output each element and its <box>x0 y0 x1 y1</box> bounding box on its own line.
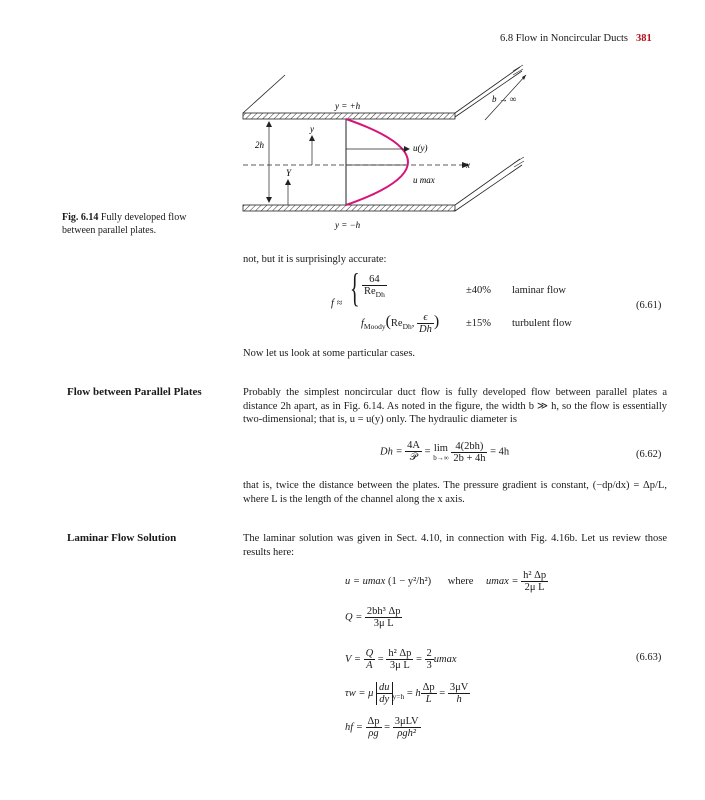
brace: { <box>350 265 360 310</box>
x-axis-label: x <box>466 160 470 170</box>
width-label: b → ∞ <box>492 94 517 104</box>
eq-6-61-lhs: f ≈ <box>331 298 343 309</box>
bottom-plate <box>243 205 455 211</box>
eq-head-loss: hf = $\frac{\Delta p}{\rho g}$ = $\frac{\text{3μLV}}{\text{ρgh²}}$ <box>345 716 419 739</box>
parallel-para2: that is, twice the distance between the plates. The pressure gradient is constant, (−dp/dx) = Δp/L, where L is the length of the channel along the x axis. <box>243 480 667 505</box>
particular-cases: Now let us look at some particular cases. <box>243 348 416 359</box>
bottom-plate-label: y = −h <box>335 220 361 230</box>
u-max-label: u max <box>413 175 435 185</box>
header-section: 6.8 Flow in Noncircular Ducts <box>500 33 629 44</box>
gap-label: 2h <box>255 140 264 150</box>
caption-label: Fig. 6.14 <box>62 212 99 223</box>
eq-6-62: Dh = $\frac{4A}{\text{𝒫}}$ = lim b→∞ $\frac{4(2bh)}{2b + 4h}$ = 4h <box>380 440 510 464</box>
regime-turbulent: turbulent flow <box>512 318 572 329</box>
intro-line: not, but it is surprisingly accurate: <box>243 254 387 265</box>
page-number: 381 <box>636 33 652 44</box>
regime-laminar: laminar flow <box>512 285 566 296</box>
eq-velocity-profile: u = umax (1 − y²/h²) where umax = $\frac{\text{h² Δp}}{\text{2μ L}}$ <box>345 570 547 593</box>
parallel-para1: Probably the simplest noncircular duct flow is fully developed flow between parallel plates a distance 2h apart, as in Fig. 6.14. As noted in the figure, the width b ≫ h, so the flow is essentially two-dimensional; that is, u = u(y) only. The hydraulic diameter is <box>243 387 667 425</box>
top-plate-label: y = +h <box>335 101 361 111</box>
eq-mean-velocity: V = $\frac{Q}{A}$ = $\frac{\text{h² Δp}}{\text{3μ L}}$ = $\frac{2}{3}$ umax <box>345 648 457 671</box>
tol-laminar: ±40% <box>466 285 492 296</box>
eq-6-61-case2: $f_{Moody}(Re_{Dh}$, $\frac{\epsilon}{Dh}$ ) <box>361 312 440 335</box>
eq-number-6-62: (6.62) <box>636 449 662 460</box>
running-header <box>500 33 652 44</box>
caption-text: Fully developed flow between parallel plates. <box>62 212 187 236</box>
tol-turbulent: ±15% <box>466 318 492 329</box>
eq-number-6-63: (6.63) <box>636 652 662 663</box>
laminar-para: The laminar solution was given in Sect. 4.10, in connection with Fig. 4.16b. Let us review those results here: <box>243 533 667 558</box>
eq-6-61-case1: $\frac{64}{Re_{Dh}}$ <box>364 274 385 300</box>
figure-caption <box>62 212 222 237</box>
figure-parallel-plates <box>230 55 530 235</box>
y-axis-label: y <box>310 124 314 134</box>
heading-parallel-plates: Flow between Parallel Plates <box>67 386 202 398</box>
Y-axis-label: Y <box>286 168 292 178</box>
velocity-profile <box>346 119 408 205</box>
heading-laminar: Laminar Flow Solution <box>67 532 177 544</box>
eq-wall-shear: τw = μ $\frac{du}{dy}$ $_{y=h}$ = h $\frac{\Delta p}{L}$ = $\frac{3\mu V}{h}$ <box>345 682 469 705</box>
top-plate <box>243 113 455 119</box>
u-y-label: u(y) <box>413 143 428 153</box>
eq-flow-rate: Q = $\frac{\text{2bh³ Δp}}{\text{3μ L}}$ <box>345 606 401 629</box>
eq-number-6-61: (6.61) <box>636 300 662 311</box>
